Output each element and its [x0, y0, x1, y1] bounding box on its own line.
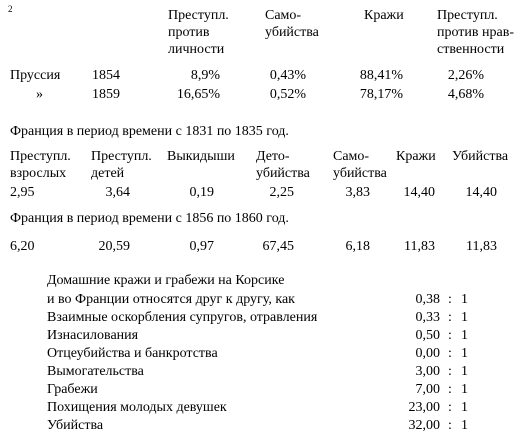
france1-value: 2,95	[10, 185, 35, 200]
france1-value: 3,64	[105, 185, 130, 200]
france2-value: 6,20	[10, 239, 35, 254]
t1-row2-value: 78,17%	[359, 87, 403, 102]
corsica-row-value: 0,00	[415, 346, 440, 361]
t1-row2-value: 0,52%	[269, 87, 306, 102]
france2-value: 20,59	[98, 239, 130, 254]
corsica-row-colon: :	[448, 364, 452, 379]
france1-header-suicides: Само- убийства	[333, 149, 387, 181]
t1-row2-country: »	[36, 87, 43, 102]
corsica-row-label: Взаимные оскорбления супругов, отравления	[47, 310, 318, 325]
t1-row2-value: 4,68%	[447, 87, 484, 102]
t1-row2-value: 16,65%	[176, 87, 220, 102]
corsica-row-ratio: 1	[461, 382, 468, 397]
corsica-intro: Домашние кражи и грабежи на Корсике	[47, 273, 285, 288]
corsica-row-colon: :	[448, 418, 452, 433]
corsica-row-colon: :	[448, 310, 452, 325]
corsica-row-ratio: 1	[461, 292, 468, 307]
corsica-row-label: Изнасилования	[47, 328, 139, 343]
france1-header-infanticides: Дето- убийства	[256, 149, 310, 181]
france1-header-adult-crimes: Преступл. взрослых	[10, 149, 71, 181]
corsica-row-value: 0,33	[415, 310, 440, 325]
t1-row1-value: 8,9%	[190, 68, 220, 83]
corsica-row-value: 3,00	[415, 364, 440, 379]
france1-header-miscarriages: Выкидыши	[167, 149, 235, 164]
t1-header-suicides: Само- убийства	[265, 8, 319, 40]
t1-row1-value: 88,41%	[359, 68, 403, 83]
corsica-row-value: 0,50	[415, 328, 440, 343]
france1-header-thefts: Кражи	[396, 149, 436, 164]
footnote-marker: 2	[8, 4, 13, 14]
corsica-row-colon: :	[448, 382, 452, 397]
corsica-row-ratio: 1	[461, 418, 468, 433]
t1-header-thefts: Кражи	[364, 8, 404, 23]
t1-row1-value: 0,43%	[269, 68, 306, 83]
france1-header-child-crimes: Преступл. детей	[91, 149, 152, 181]
corsica-row-colon: :	[448, 400, 452, 415]
t1-row1-value: 2,26%	[447, 68, 484, 83]
corsica-row-value: 7,00	[415, 382, 440, 397]
corsica-row-ratio: 1	[461, 310, 468, 325]
corsica-row-ratio: 1	[461, 364, 468, 379]
france2-title: Франция в период времени с 1856 по 1860 год.	[10, 211, 289, 226]
t1-row1-country: Пруссия	[10, 68, 61, 83]
france1-value: 0,19	[189, 185, 214, 200]
france2-value: 6,18	[345, 239, 370, 254]
t1-row2-year: 1859	[92, 87, 120, 102]
corsica-row-ratio: 1	[461, 346, 468, 361]
france2-value: 11,83	[466, 239, 497, 254]
corsica-row-ratio: 1	[461, 400, 468, 415]
corsica-row-colon: :	[448, 328, 452, 343]
corsica-row-label: Грабежи	[47, 382, 98, 397]
france1-value: 3,83	[345, 185, 370, 200]
corsica-row-label: и во Франции относятся друг к другу, как	[47, 292, 295, 307]
france1-value: 14,40	[403, 185, 435, 200]
t1-header-crimes-against-person: Преступл. против личности	[168, 8, 229, 57]
france1-header-murders: Убийства	[452, 149, 509, 164]
france2-value: 0,97	[189, 239, 214, 254]
corsica-row-value: 32,00	[408, 418, 440, 433]
france1-value: 14,40	[465, 185, 497, 200]
corsica-row-label: Вымогательства	[47, 364, 144, 379]
france2-value: 67,45	[262, 239, 294, 254]
france1-value: 2,25	[269, 185, 294, 200]
france1-title: Франция в период времени с 1831 по 1835 год.	[10, 124, 289, 139]
corsica-row-colon: :	[448, 346, 452, 361]
corsica-row-label: Похищения молодых девушек	[47, 400, 227, 415]
corsica-row-colon: :	[448, 292, 452, 307]
corsica-row-value: 0,38	[415, 292, 440, 307]
corsica-row-value: 23,00	[408, 400, 440, 415]
corsica-row-label: Убийства	[47, 418, 104, 433]
france2-value: 11,83	[404, 239, 435, 254]
t1-header-crimes-against-morality: Преступл. против нрав- ственности	[437, 8, 515, 57]
corsica-row-label: Отцеубийства и банкротства	[47, 346, 218, 361]
t1-row1-year: 1854	[92, 68, 120, 83]
corsica-row-ratio: 1	[461, 328, 468, 343]
